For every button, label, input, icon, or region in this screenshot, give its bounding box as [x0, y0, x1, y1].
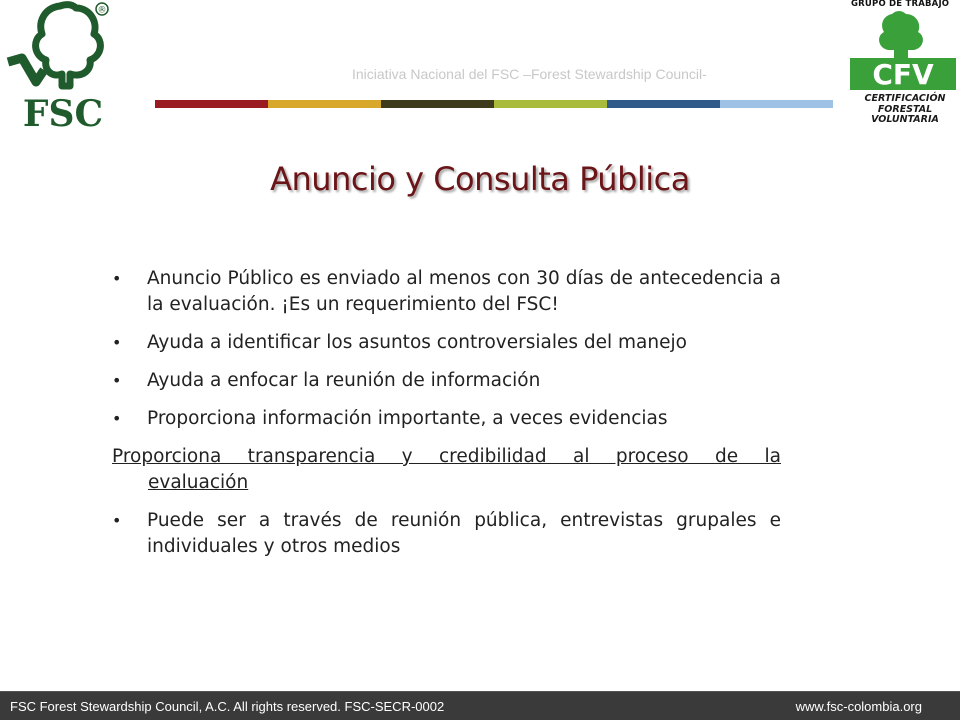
fsc-logo: [0, 0, 126, 134]
slide-content: [112, 266, 781, 572]
transparency-line-2-text: evaluación: [148, 472, 249, 493]
svg-text:®: ®: [97, 5, 107, 16]
fsc-logo-text: FSC: [22, 93, 104, 134]
color-bar-2: [268, 100, 381, 108]
bullet-item-1: • Anuncio Público es enviado al menos con 30 días de antecedencia a la evaluación. ¡Es un requerimiento del FSC!: [112, 266, 781, 318]
header-tagline: Iniciativa Nacional del FSC –Forest Stewardship Council-: [352, 66, 707, 82]
cfv-line-3: VOLUNTARIA: [871, 114, 939, 125]
cfv-lines: [850, 94, 960, 126]
color-bar-6: [720, 100, 833, 108]
transparency-line-1: Proporciona transparencia y credibilidad al proceso de la: [112, 446, 781, 467]
transparency-line-2: [112, 470, 781, 496]
cfv-line-1: CERTIFICACIÓN: [864, 93, 946, 104]
bullet-item-5: • Puede ser a través de reunión pública, entrevistas grupales e individuales y otros medios: [112, 508, 781, 560]
bullet-item-3: • Ayuda a enfocar la reunión de información: [112, 368, 781, 394]
footer-copyright: FSC Forest Stewardship Council, A.C. All rights reserved. FSC-SECR-0002: [10, 699, 445, 714]
bullet-item-4: • Proporciona información importante, a veces evidencias: [112, 406, 781, 432]
cfv-line-2: FORESTAL: [877, 103, 933, 115]
fsc-tree-check-icon: [0, 0, 126, 134]
footer-bar: [0, 691, 960, 720]
bullet-item-2: • Ayuda a identificar los asuntos controversiales del manejo: [112, 330, 781, 356]
color-bar-3: [381, 100, 494, 108]
header-color-bars: [155, 100, 835, 108]
transparency-paragraph: [112, 444, 781, 496]
page-title: Anuncio y Consulta Pública: [270, 160, 690, 198]
cfv-top-text: GRUPO DE TRABAJO: [851, 0, 950, 9]
color-bar-1: [155, 100, 268, 108]
color-bar-4: [494, 100, 607, 108]
color-bar-5: [607, 100, 720, 108]
cfv-mark-text: CFV: [872, 58, 934, 91]
footer-website-link[interactable]: www.fsc-colombia.org: [795, 699, 922, 714]
